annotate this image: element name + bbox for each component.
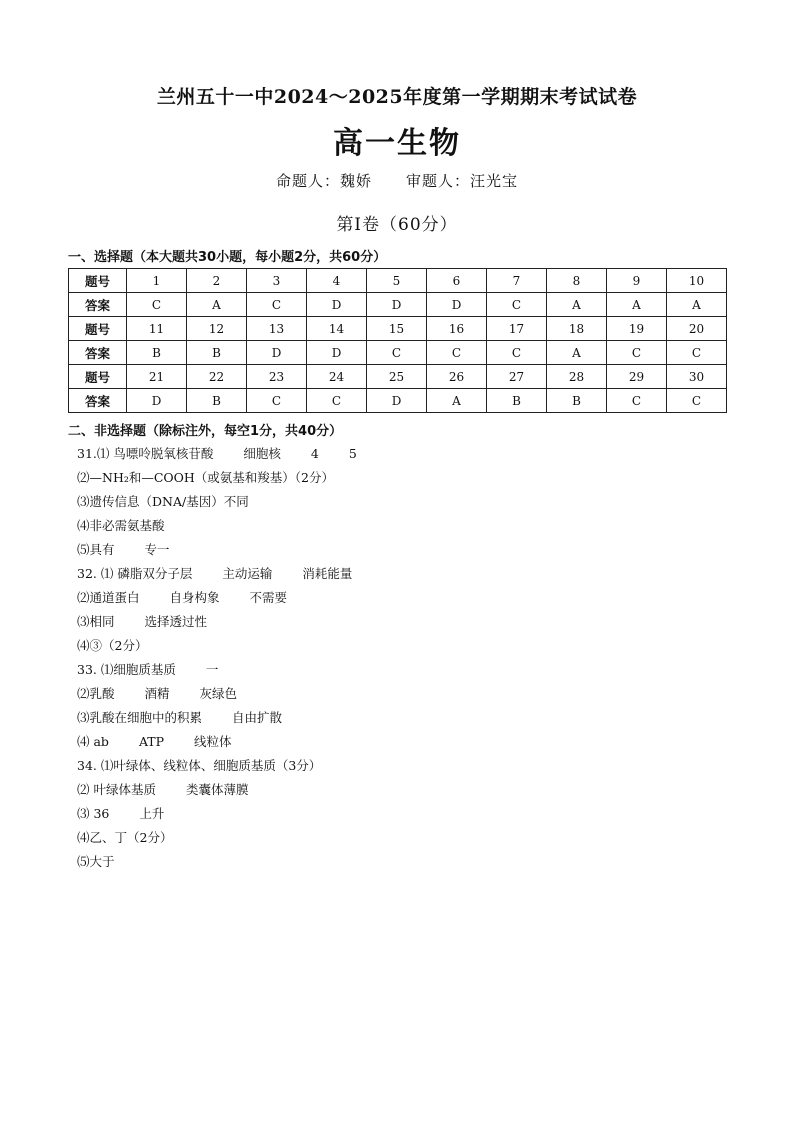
row-label-answer: 答案	[69, 341, 127, 365]
question-number-cell: 25	[367, 365, 427, 389]
answer-text: 34. ⑴叶绿体、线粒体、细胞质基质（3分）	[77, 758, 322, 773]
answer-text: ⑷ ab	[77, 734, 109, 749]
question-number-cell: 23	[247, 365, 307, 389]
answer-text: 细胞核	[243, 446, 281, 461]
question-number-cell: 26	[427, 365, 487, 389]
question-number-cell: 30	[667, 365, 727, 389]
answer-text: 5	[348, 446, 357, 461]
answer-cell: C	[607, 341, 667, 365]
exam-title: 兰州五十一中2024～2025年度第一学期期末考试试卷	[156, 86, 638, 108]
answer-text: 主动运输	[222, 566, 273, 581]
answer-cell: B	[547, 389, 607, 413]
answer-text: ⑵ 叶绿体基质	[77, 782, 156, 797]
answer-text: 选择透过性	[144, 614, 208, 629]
question-number-cell: 11	[127, 317, 187, 341]
answer-cell: A	[187, 293, 247, 317]
answer-cell: B	[187, 341, 247, 365]
answer-text: ⑵通道蛋白	[77, 590, 140, 605]
question-number-cell: 18	[547, 317, 607, 341]
answer-cell: B	[487, 389, 547, 413]
answer-text: ⑸大于	[77, 854, 115, 869]
answer-line	[77, 804, 757, 828]
question-number-cell: 24	[307, 365, 367, 389]
question-number-cell: 16	[427, 317, 487, 341]
answer-text: ⑷非必需氨基酸	[77, 518, 165, 533]
answer-cell: A	[547, 293, 607, 317]
answer-text: ⑶相同	[77, 614, 115, 629]
question-number-cell: 13	[247, 317, 307, 341]
answer-cell: C	[487, 293, 547, 317]
answer-line	[77, 492, 757, 516]
answer-text: 33. ⑴细胞质基质	[77, 662, 176, 677]
row-label-answer: 答案	[69, 293, 127, 317]
answer-line	[77, 828, 757, 852]
answer-line	[77, 780, 757, 804]
answer-cell: C	[307, 389, 367, 413]
answer-row	[69, 293, 727, 317]
question-number-cell: 9	[607, 269, 667, 293]
answer-cell: D	[307, 341, 367, 365]
question-number-cell: 15	[367, 317, 427, 341]
question-number-row	[69, 317, 727, 341]
answer-row	[69, 389, 727, 413]
question-number-cell: 10	[667, 269, 727, 293]
answer-text: 消耗能量	[302, 566, 353, 581]
answer-table	[68, 268, 727, 413]
question-number-cell: 22	[187, 365, 247, 389]
answer-text: ⑶乳酸在细胞中的积累	[77, 710, 203, 725]
answer-text: 类囊体薄膜	[185, 782, 249, 797]
question-number-cell: 7	[487, 269, 547, 293]
row-label-answer: 答案	[69, 389, 127, 413]
question-number-cell: 27	[487, 365, 547, 389]
question-number-row	[69, 269, 727, 293]
question-number-row	[69, 365, 727, 389]
answer-cell: B	[127, 341, 187, 365]
volume-title: 第Ⅰ卷（60分）	[336, 215, 458, 235]
question-number-cell: 20	[667, 317, 727, 341]
answer-text: ⑷乙、丁（2分）	[77, 830, 173, 845]
answer-cell: C	[487, 341, 547, 365]
answer-cell: D	[247, 341, 307, 365]
question-number-cell: 28	[547, 365, 607, 389]
answer-row	[69, 341, 727, 365]
answer-line	[77, 708, 757, 732]
answer-cell: A	[607, 293, 667, 317]
answer-cell: D	[307, 293, 367, 317]
reviewer-label: 审题人：汪光宝	[406, 172, 519, 190]
answer-line	[77, 564, 757, 588]
question-number-cell: 29	[607, 365, 667, 389]
answer-text: ⑸具有	[77, 542, 115, 557]
answer-text: ATP	[138, 734, 165, 749]
answer-text: 酒精	[144, 686, 170, 701]
answer-text: ⑶ 36	[77, 806, 110, 821]
answer-cell: C	[367, 341, 427, 365]
question-number-cell: 4	[307, 269, 367, 293]
section2-heading: 二、非选择题（除标注外，每空1分，共40分）	[68, 424, 343, 439]
row-label-number: 题号	[69, 269, 127, 293]
answer-line	[77, 612, 757, 636]
answer-line	[77, 468, 757, 492]
answer-text: 灰绿色	[199, 686, 238, 701]
answer-line	[77, 636, 757, 660]
question-number-cell: 19	[607, 317, 667, 341]
answer-cell: D	[367, 389, 427, 413]
answer-text: 32. ⑴ 磷脂双分子层	[77, 566, 193, 581]
answer-cell: C	[247, 389, 307, 413]
answer-cell: C	[247, 293, 307, 317]
answer-text: ⑵—NH₂和—COOH（或氨基和羧基）（2分）	[77, 470, 335, 485]
answer-cell: C	[607, 389, 667, 413]
answer-text: ⑶遗传信息（DNA/基因）不同	[77, 494, 249, 509]
answer-cell: D	[367, 293, 427, 317]
answer-text: 一	[205, 662, 219, 677]
answer-cell: C	[667, 341, 727, 365]
section1-heading: 一、选择题（本大题共30小题，每小题2分，共60分）	[68, 250, 387, 265]
question-number-cell: 3	[247, 269, 307, 293]
answer-text: 上升	[139, 806, 165, 821]
answer-line	[77, 852, 757, 876]
setter-label: 命题人：魏娇	[275, 172, 372, 190]
answer-text: ⑵乳酸	[77, 686, 115, 701]
answer-line	[77, 516, 757, 540]
subject-title: 高一生物	[333, 126, 461, 161]
answer-line	[77, 756, 757, 780]
answer-text: 不需要	[249, 590, 288, 605]
answer-text: ⑷③（2分）	[77, 638, 148, 653]
answer-text: 自身构象	[169, 590, 220, 605]
answer-line	[77, 540, 757, 564]
answer-text: 专一	[144, 542, 170, 557]
question-number-cell: 6	[427, 269, 487, 293]
answer-cell: C	[667, 389, 727, 413]
answer-line	[77, 684, 757, 708]
answer-cell: A	[547, 341, 607, 365]
question-number-cell: 5	[367, 269, 427, 293]
answer-cell: C	[427, 341, 487, 365]
answer-cell: A	[427, 389, 487, 413]
answer-cell: D	[127, 389, 187, 413]
free-response-answers	[77, 444, 757, 876]
row-label-number: 题号	[69, 317, 127, 341]
question-number-cell: 2	[187, 269, 247, 293]
answer-line	[77, 732, 757, 756]
question-number-cell: 12	[187, 317, 247, 341]
answer-text: 线粒体	[194, 734, 232, 749]
row-label-number: 题号	[69, 365, 127, 389]
answer-text: 31.⑴ 鸟嘌呤脱氧核苷酸	[77, 446, 214, 461]
question-number-cell: 21	[127, 365, 187, 389]
answer-text: 4	[310, 446, 319, 461]
answer-text: 自由扩散	[232, 710, 283, 725]
answer-cell: C	[127, 293, 187, 317]
authors-line	[0, 170, 794, 191]
answer-line	[77, 588, 757, 612]
answer-cell: D	[427, 293, 487, 317]
question-number-cell: 1	[127, 269, 187, 293]
answer-line	[77, 660, 757, 684]
answer-line	[77, 444, 757, 468]
answer-cell: A	[667, 293, 727, 317]
question-number-cell: 17	[487, 317, 547, 341]
answer-cell: B	[187, 389, 247, 413]
question-number-cell: 8	[547, 269, 607, 293]
question-number-cell: 14	[307, 317, 367, 341]
